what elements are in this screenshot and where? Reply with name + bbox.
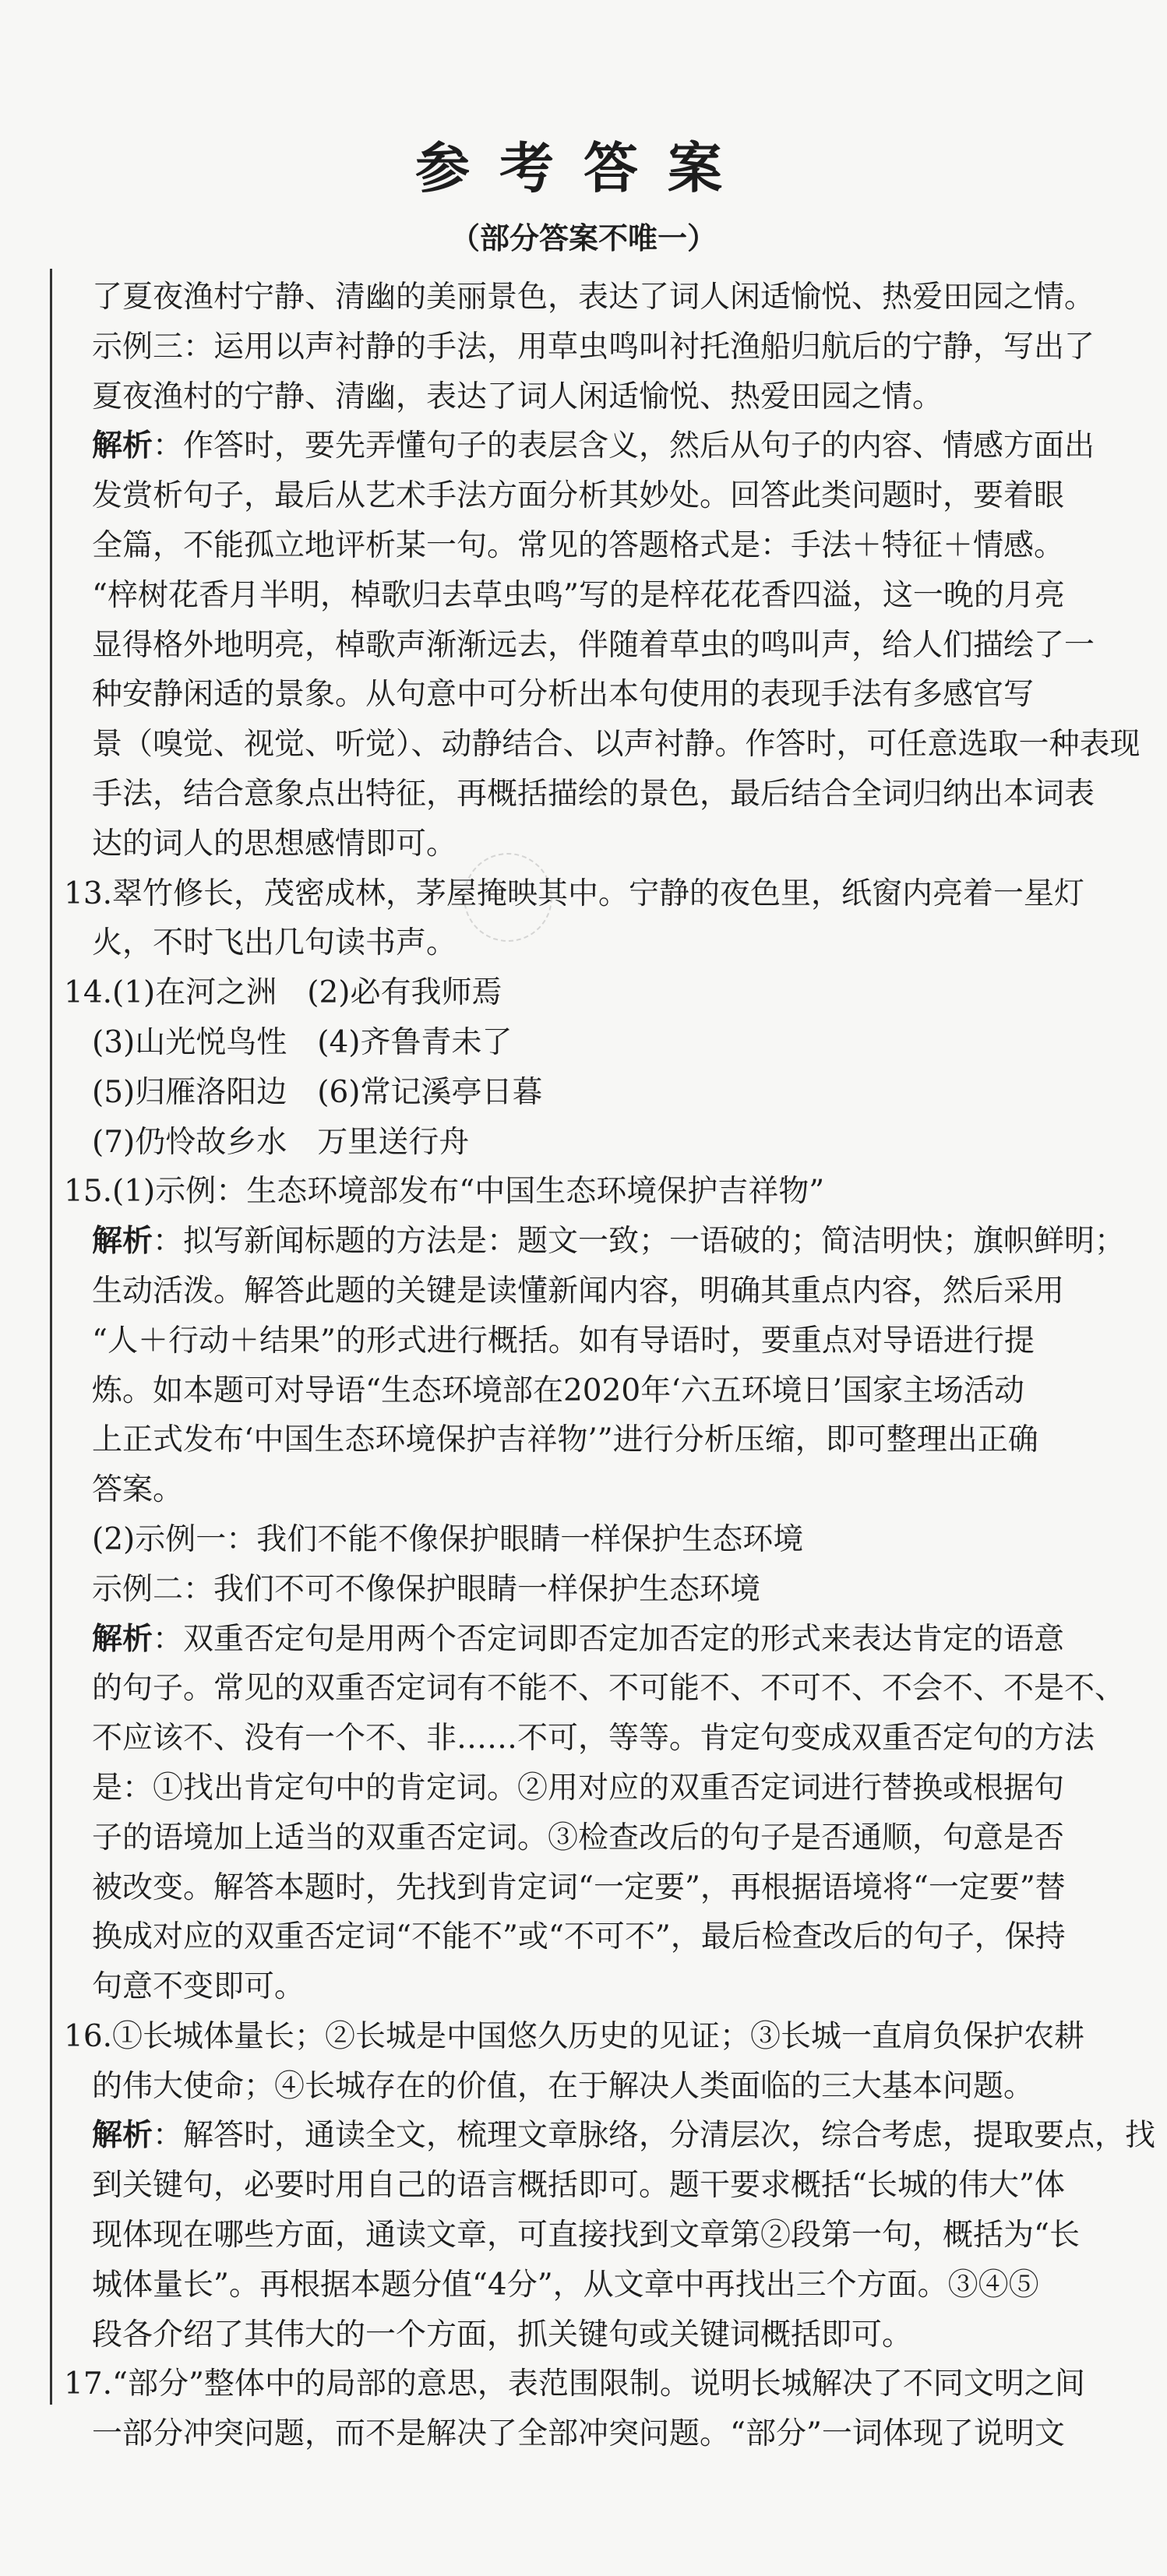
text-line: [64, 2161, 1139, 2211]
line-text: 景（嗅觉、视觉、听觉）、动静结合、以声衬静。作答时，可任意选取一种表现: [92, 727, 1141, 763]
analysis-label: 解析: [92, 2118, 153, 2154]
text-line: [64, 2211, 1139, 2261]
line-text: 到关键句，必要时用自己的语言概括即可。题干要求概括“长城的伟大”体: [92, 2168, 1065, 2204]
analysis-line: [64, 2111, 1156, 2161]
text-line: [64, 1267, 1139, 1316]
line-text: 示例三：运用以声衬静的手法，用草虫鸣叫衬托渔船归航后的宁静，写出了: [92, 329, 1095, 365]
text-line: [64, 471, 1139, 521]
line-text: 换成对应的双重否定词“不能不”或“不可不”，最后检查改后的句子，保持: [92, 1919, 1066, 1955]
text-line: [64, 1912, 1139, 1962]
text-line: [64, 720, 1139, 770]
text-line: [64, 1962, 1139, 2012]
line-text: 不应该不、没有一个不、非……不可，等等。肯定句变成双重否定句的方法: [92, 1721, 1095, 1757]
text-line: [64, 1465, 1139, 1515]
text-line: [64, 670, 1139, 720]
text-line: [64, 571, 1139, 621]
line-text: 句意不变即可。: [92, 1969, 305, 2005]
line-text: 16.①长城体量长；②长城是中国悠久历史的见证；③长城一直肩负保护农耕: [64, 2018, 1085, 2054]
text-line: [64, 819, 1139, 869]
line-text: 生动活泼。解答此题的关键是读懂新闻内容，明确其重点内容，然后采用: [92, 1273, 1065, 1309]
text-line: [64, 1565, 1139, 1615]
text-line: [64, 1764, 1139, 1813]
line-text: 显得格外地明亮，棹歌声渐渐远去，伴随着草虫的鸣叫声，给人们描绘了一: [92, 627, 1095, 663]
line-text: 炼。如本题可对导语“生态环境部在2020年‘六五环境日’国家主场活动: [92, 1373, 1024, 1408]
analysis-label: 解析: [92, 1621, 153, 1657]
text-line: [64, 1366, 1139, 1416]
line-text: 15.(1)示例：生态环境部发布“中国生态环境保护吉祥物”: [64, 1174, 825, 1210]
text-line: [64, 1813, 1139, 1863]
analysis-line: [64, 421, 1139, 471]
line-text: 示例二：我们不可不像保护眼睛一样保护生态环境: [92, 1571, 761, 1607]
analysis-label: 解析: [92, 428, 153, 464]
line-text: 段各介绍了其伟大的一个方面，抓关键句或关键词概括即可。: [92, 2317, 913, 2352]
text-line: [64, 1415, 1139, 1465]
page-title: 参考答案: [415, 136, 752, 200]
text-line: [64, 521, 1139, 571]
text-line: [64, 1863, 1139, 1913]
line-text: 的伟大使命；④长城存在的价值，在于解决人类面临的三大基本问题。: [92, 2068, 1035, 2104]
text-line: [64, 2062, 1139, 2112]
text-line: [64, 322, 1139, 372]
line-text: 种安静闲适的景象。从句意中可分析出本句使用的表现手法有多感官写: [92, 677, 1035, 713]
text-line: [64, 2012, 1139, 2062]
text-line: [64, 968, 1139, 1018]
line-text: (5)归雁洛阳边 (6)常记溪亭日暮: [92, 1074, 543, 1110]
line-text: 是：①找出肯定句中的肯定词。②用对应的双重否定词进行替换或根据句: [92, 1770, 1065, 1806]
text-line: [64, 1167, 1139, 1217]
answer-content: [64, 273, 1156, 2459]
line-text: 夏夜渔村的宁静、清幽，表达了词人闲适愉悦、热爱田园之情。: [92, 379, 943, 414]
text-line: [64, 869, 1139, 919]
line-text: 一部分冲突问题，而不是解决了全部冲突问题。“部分”一词体现了说明文: [92, 2416, 1065, 2452]
line-text: 子的语境加上适当的双重否定词。③检查改后的句子是否通顺，句意是否: [92, 1820, 1065, 1855]
text-line: [64, 1068, 1139, 1118]
line-text: 的句子。常见的双重否定词有不能不、不可能不、不可不、不会不、不是不、: [92, 1671, 1126, 1707]
line-text: (3)山光悦鸟性 (4)齐鲁青未了: [92, 1024, 513, 1060]
line-text: 答案。: [92, 1472, 184, 1508]
text-line: [64, 1714, 1139, 1764]
text-line: [64, 621, 1139, 671]
line-text: (2)示例一：我们不能不像保护眼睛一样保护生态环境: [92, 1521, 804, 1557]
left-margin-rule: [50, 269, 52, 2405]
line-text: 了夏夜渔村宁静、清幽的美丽景色，表达了词人闲适愉悦、热爱田园之情。: [92, 280, 1095, 315]
line-text: 上正式发布‘中国生态环境保护吉祥物’”进行分析压缩，即可整理出正确: [92, 1422, 1038, 1458]
line-text: ：解答时，通读全文，梳理文章脉络，分清层次，综合考虑，提取要点，找: [153, 2118, 1156, 2154]
line-text: 城体量长”。再根据本题分值“4分”，从文章中再找出三个方面。③④⑤: [92, 2267, 1039, 2303]
line-text: “梓树花香月半明，棹歌归去草虫鸣”写的是梓花花香四溢，这一晚的月亮: [92, 577, 1065, 613]
line-text: 14.(1)在河之洲 (2)必有我师焉: [64, 975, 502, 1011]
line-text: 手法，结合意象点出特征，再概括描绘的景色，最后结合全词归纳出本词表: [92, 776, 1095, 812]
text-line: [64, 1316, 1139, 1366]
text-line: [64, 1664, 1139, 1714]
text-line: [64, 1515, 1139, 1565]
text-line: [64, 273, 1139, 322]
line-text: 发赏析句子，最后从艺术手法方面分析其妙处。回答此类问题时，要着眼: [92, 478, 1065, 514]
text-line: [64, 2261, 1139, 2310]
line-text: 被改变。解答本题时，先找到肯定词“一定要”，再根据语境将“一定要”替: [92, 1869, 1066, 1905]
text-line: [64, 2359, 1139, 2409]
line-text: 达的词人的思想感情即可。: [92, 826, 457, 862]
text-line: [64, 918, 1139, 968]
line-text: 17.“部分”整体中的局部的意思，表范围限制。说明长城解决了不同文明之间: [64, 2366, 1085, 2402]
line-text: 现体现在哪些方面，通读文章，可直接找到文章第②段第一句，概括为“长: [92, 2218, 1080, 2254]
line-text: 火，不时飞出几句读书声。: [92, 925, 457, 961]
analysis-line: [64, 1217, 1139, 1267]
text-line: [64, 2409, 1139, 2459]
line-text: (7)仍怜故乡水 万里送行舟: [92, 1124, 470, 1160]
analysis-line: [64, 1615, 1139, 1665]
line-text: ：作答时，要先弄懂句子的表层含义，然后从句子的内容、情感方面出: [153, 428, 1095, 464]
line-text: 13.翠竹修长，茂密成林，茅屋掩映其中。宁静的夜色里，纸窗内亮着一星灯: [64, 876, 1085, 911]
text-line: [64, 372, 1139, 422]
line-text: “人＋行动＋结果”的形式进行概括。如有导语时，要重点对导语进行提: [92, 1323, 1035, 1358]
analysis-label: 解析: [92, 1224, 153, 1260]
text-line: [64, 1118, 1139, 1168]
page-subtitle: （部分答案不唯一）: [450, 221, 717, 255]
text-line: [64, 770, 1139, 819]
line-text: ：拟写新闻标题的方法是：题文一致；一语破的；简洁明快；旗帜鲜明；: [153, 1224, 1126, 1260]
text-line: [64, 1018, 1139, 1068]
line-text: 全篇，不能孤立地评析某一句。常见的答题格式是：手法＋特征＋情感。: [92, 527, 1065, 563]
text-line: [64, 2310, 1139, 2360]
line-text: ：双重否定句是用两个否定词即否定加否定的形式来表达肯定的语意: [153, 1621, 1065, 1657]
